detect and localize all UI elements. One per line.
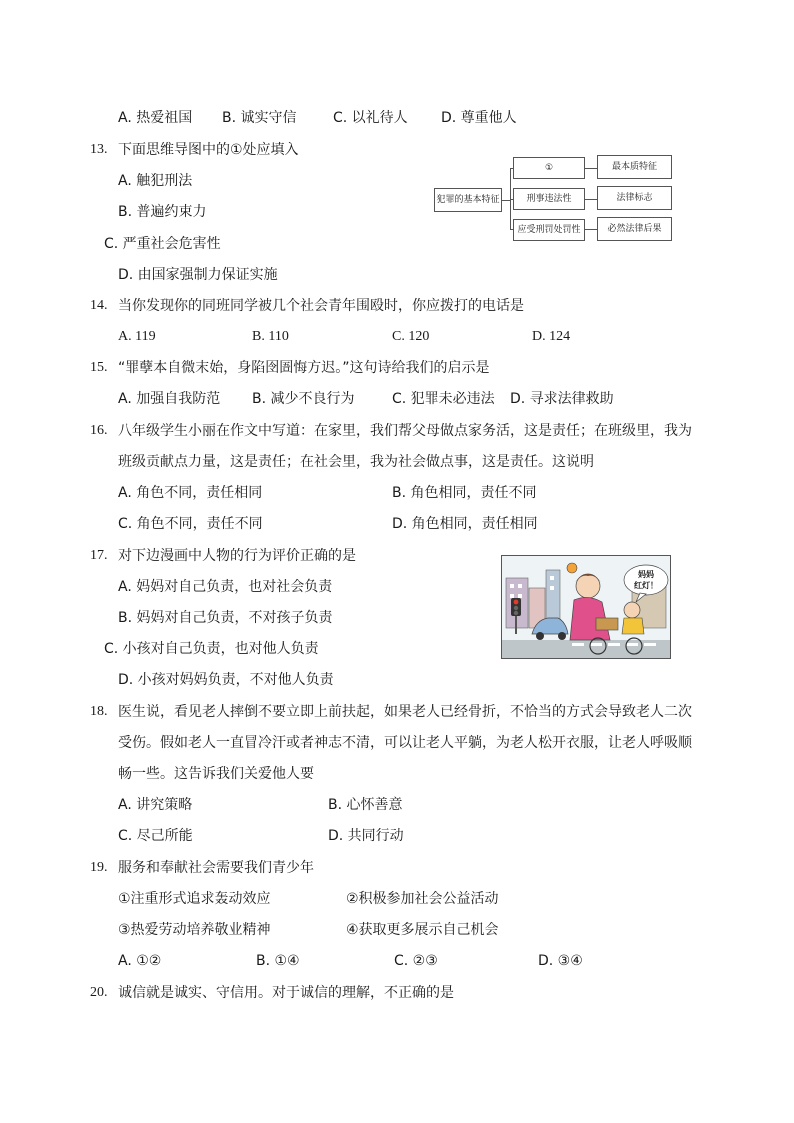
- mindmap-leaf-consequence: 必然法律后果: [597, 217, 672, 241]
- q13-number: 13.: [90, 142, 108, 157]
- q15-stem: “罪孽本自微末始，身陷囹圄悔方迟。”这句诗给我们的启示是: [118, 360, 490, 376]
- q15-option-a: A. 加强自我防范: [118, 391, 221, 407]
- mindmap-branch-punishability: 应受刑罚处罚性: [513, 219, 585, 241]
- q13-option-c: C. 严重社会危害性: [104, 236, 221, 252]
- q12-option-a: A. 热爱祖国: [118, 110, 193, 126]
- q19-item-4: ④获取更多展示自己机会: [346, 922, 499, 938]
- mindmap-leaf-essential: 最本质特征: [597, 155, 672, 179]
- q19-item-2: ②积极参加社会公益活动: [346, 891, 499, 907]
- q19-option-a: A. ①②: [118, 953, 162, 969]
- cartoon-bubble-line2: 红灯！: [634, 581, 658, 590]
- mindmap-connector: [585, 229, 597, 230]
- q13-option-a: A. 触犯刑法: [118, 173, 193, 189]
- q17-option-d: D. 小孩对妈妈负责，不对他人负责: [118, 672, 334, 688]
- mindmap-branch-criminal-illegality: 刑事违法性: [513, 188, 585, 210]
- q18-option-c: C. 尽己所能: [118, 828, 193, 844]
- q13-option-b: B. 普遍约束力: [118, 204, 207, 220]
- q14-option-a: A. 119: [118, 329, 156, 344]
- q14-option-b: B. 110: [252, 329, 289, 344]
- q12-option-c: C. 以礼待人: [333, 110, 408, 126]
- q15-number: 15.: [90, 360, 108, 375]
- q16-stem-line1: 八年级学生小丽在作文中写道：在家里，我们帮父母做点家务活，这是责任；在班级里，我为: [118, 423, 692, 439]
- mindmap-leaf-legal-sign: 法律标志: [597, 186, 672, 210]
- q18-option-d: D. 共同行动: [328, 828, 404, 844]
- q15-option-c: C. 犯罪未必违法: [392, 391, 495, 407]
- q17-cartoon-image: [501, 555, 671, 659]
- q19-number: 19.: [90, 860, 108, 875]
- q18-option-a: A. 讲究策略: [118, 797, 193, 813]
- q16-number: 16.: [90, 423, 108, 438]
- q20-stem: 诚信就是诚实、守信用。对于诚信的理解，不正确的是: [118, 985, 454, 1001]
- mindmap-connector: [502, 200, 510, 201]
- q16-stem-line2: 班级贡献点力量，这是责任；在社会里，我为社会做点事，这是责任。这说明: [118, 454, 594, 470]
- q20-number: 20.: [90, 985, 108, 1000]
- q19-option-c: C. ②③: [394, 953, 438, 969]
- q14-stem: 当你发现你的同班同学被几个社会青年围殴时，你应拨打的电话是: [118, 298, 524, 314]
- q16-option-b: B. 角色相同，责任不同: [392, 485, 537, 501]
- cartoon-illustration: [502, 556, 670, 658]
- cartoon-bubble-line1: 妈妈: [638, 570, 654, 579]
- mindmap-connector: [585, 199, 597, 200]
- q14-number: 14.: [90, 298, 108, 313]
- q14-option-d: D. 124: [532, 329, 571, 344]
- q16-option-a: A. 角色不同，责任相同: [118, 485, 263, 501]
- q19-stem: 服务和奉献社会需要我们青少年: [118, 860, 314, 876]
- q19-item-3: ③热爱劳动培养敬业精神: [118, 922, 271, 938]
- q18-stem-line3: 畅一些。这告诉我们关爱他人要: [118, 766, 314, 782]
- q12-option-d: D. 尊重他人: [441, 110, 517, 126]
- mindmap-root: 犯罪的基本特征: [434, 188, 502, 212]
- q18-option-b: B. 心怀善意: [328, 797, 403, 813]
- q17-option-c: C. 小孩对自己负责，也对他人负责: [104, 641, 319, 657]
- q17-option-a: A. 妈妈对自己负责，也对社会负责: [118, 579, 333, 595]
- q13-stem: 下面思维导图中的①处应填入: [118, 142, 299, 158]
- q17-option-b: B. 妈妈对自己负责，不对孩子负责: [118, 610, 333, 626]
- q16-option-d: D. 角色相同，责任相同: [392, 516, 538, 532]
- q16-option-c: C. 角色不同，责任不同: [118, 516, 263, 532]
- q18-stem-line1: 医生说，看见老人摔倒不要立即上前扶起，如果老人已经骨折，不恰当的方式会导致老人二次: [118, 704, 692, 720]
- q14-option-c: C. 120: [392, 329, 430, 344]
- q17-stem: 对下边漫画中人物的行为评价正确的是: [118, 548, 356, 564]
- q19-option-d: D. ③④: [538, 953, 583, 969]
- q12-option-b: B. 诚实守信: [222, 110, 297, 126]
- q13-option-d: D. 由国家强制力保证实施: [118, 267, 278, 283]
- q19-item-1: ①注重形式追求轰动效应: [118, 891, 271, 907]
- q17-number: 17.: [90, 548, 108, 563]
- q15-option-d: D. 寻求法律救助: [510, 391, 614, 407]
- q18-stem-line2: 受伤。假如老人一直冒冷汗或者神志不清，可以让老人平躺，为老人松开衣服，让老人呼吸顺: [118, 735, 692, 751]
- q18-number: 18.: [90, 704, 108, 719]
- q19-option-b: B. ①④: [256, 953, 300, 969]
- mindmap-branch-blank: ①: [513, 157, 585, 179]
- q15-option-b: B. 减少不良行为: [252, 391, 355, 407]
- mindmap-connector: [585, 168, 597, 169]
